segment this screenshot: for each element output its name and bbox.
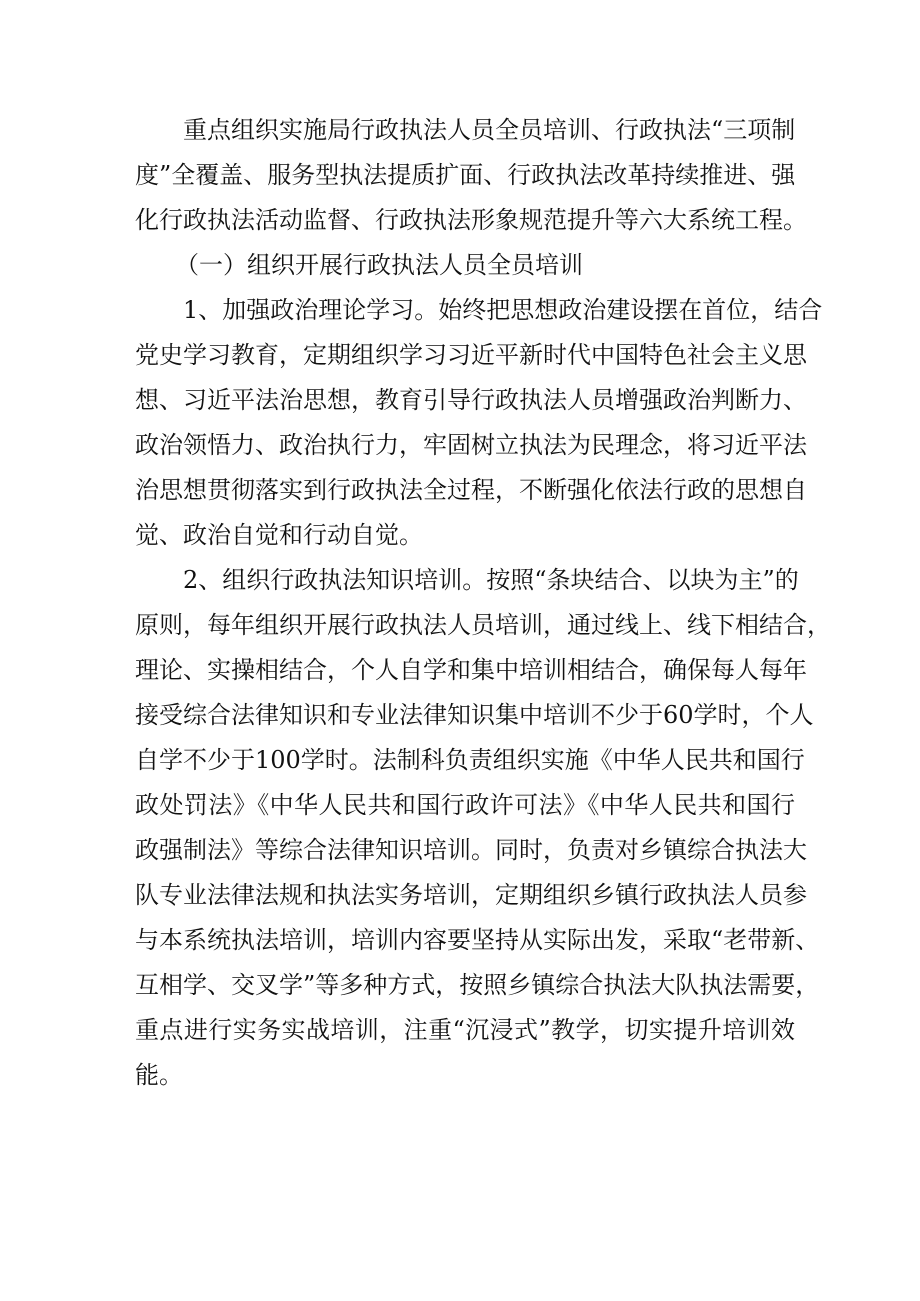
text-line: 政处罚法》《中华人民共和国行政许可法》《中华人民共和国行 bbox=[135, 791, 795, 819]
text-line: 能。 bbox=[135, 1061, 183, 1089]
text-line: 重点进行实务实战培训，注重“沉浸式”教学，切实提升培训效 bbox=[135, 1016, 795, 1044]
text-line: 原则，每年组织开展行政执法人员培训，通过线上、线下相结合， bbox=[135, 611, 831, 639]
text-line: 1、加强政治理论学习。始终把思想政治建设摆在首位，结合 bbox=[183, 296, 823, 324]
text-line: 党史学习教育，定期组织学习习近平新时代中国特色社会主义思 bbox=[135, 341, 807, 369]
text-line: 度”全覆盖、服务型执法提质扩面、行政执法改革持续推进、强 bbox=[135, 161, 796, 189]
section-heading-text: （一）组织开展行政执法人员全员培训 bbox=[175, 251, 583, 279]
text-line: 队专业法律法规和执法实务培训，定期组织乡镇行政执法人员参 bbox=[135, 881, 807, 909]
text-line: 化行政执法活动监督、行政执法形象规范提升等六大系统工程。 bbox=[135, 206, 807, 234]
text-line: 政治领悟力、政治执行力，牢固树立执法为民理念，将习近平法 bbox=[135, 431, 807, 459]
text-line: 互相学、交叉学”等多种方式，按照乡镇综合执法大队执法需要， bbox=[135, 971, 820, 999]
text-line: 想、习近平法治思想，教育引导行政执法人员增强政治判断力、 bbox=[135, 386, 807, 414]
text-line: 重点组织实施局行政执法人员全员培训、行政执法“三项制 bbox=[183, 116, 796, 144]
text-line: 理论、实操相结合，个人自学和集中培训相结合，确保每人每年 bbox=[135, 656, 807, 684]
document-body bbox=[135, 108, 831, 1098]
text-line: 与本系统执法培训，培训内容要坚持从实际出发，采取“老带新、 bbox=[135, 926, 820, 954]
intro-paragraph bbox=[135, 108, 807, 243]
item-2-paragraph bbox=[135, 558, 831, 1098]
text-line: 接受综合法律知识和专业法律知识集中培训不少于60学时，个人 bbox=[135, 701, 814, 729]
text-line: 2、组织行政执法知识培训。按照“条块结合、以块为主”的 bbox=[183, 566, 799, 594]
text-line: 觉、政治自觉和行动自觉。 bbox=[135, 521, 423, 549]
text-line: 政强制法》等综合法律知识培训。同时，负责对乡镇综合执法大 bbox=[135, 836, 807, 864]
item-1-paragraph bbox=[135, 288, 823, 558]
section-heading bbox=[135, 243, 795, 288]
text-line: 治思想贯彻落实到行政执法全过程，不断强化依法行政的思想自 bbox=[135, 476, 807, 504]
text-line: 自学不少于100学时。法制科负责组织实施《中华人民共和国行 bbox=[135, 746, 805, 774]
